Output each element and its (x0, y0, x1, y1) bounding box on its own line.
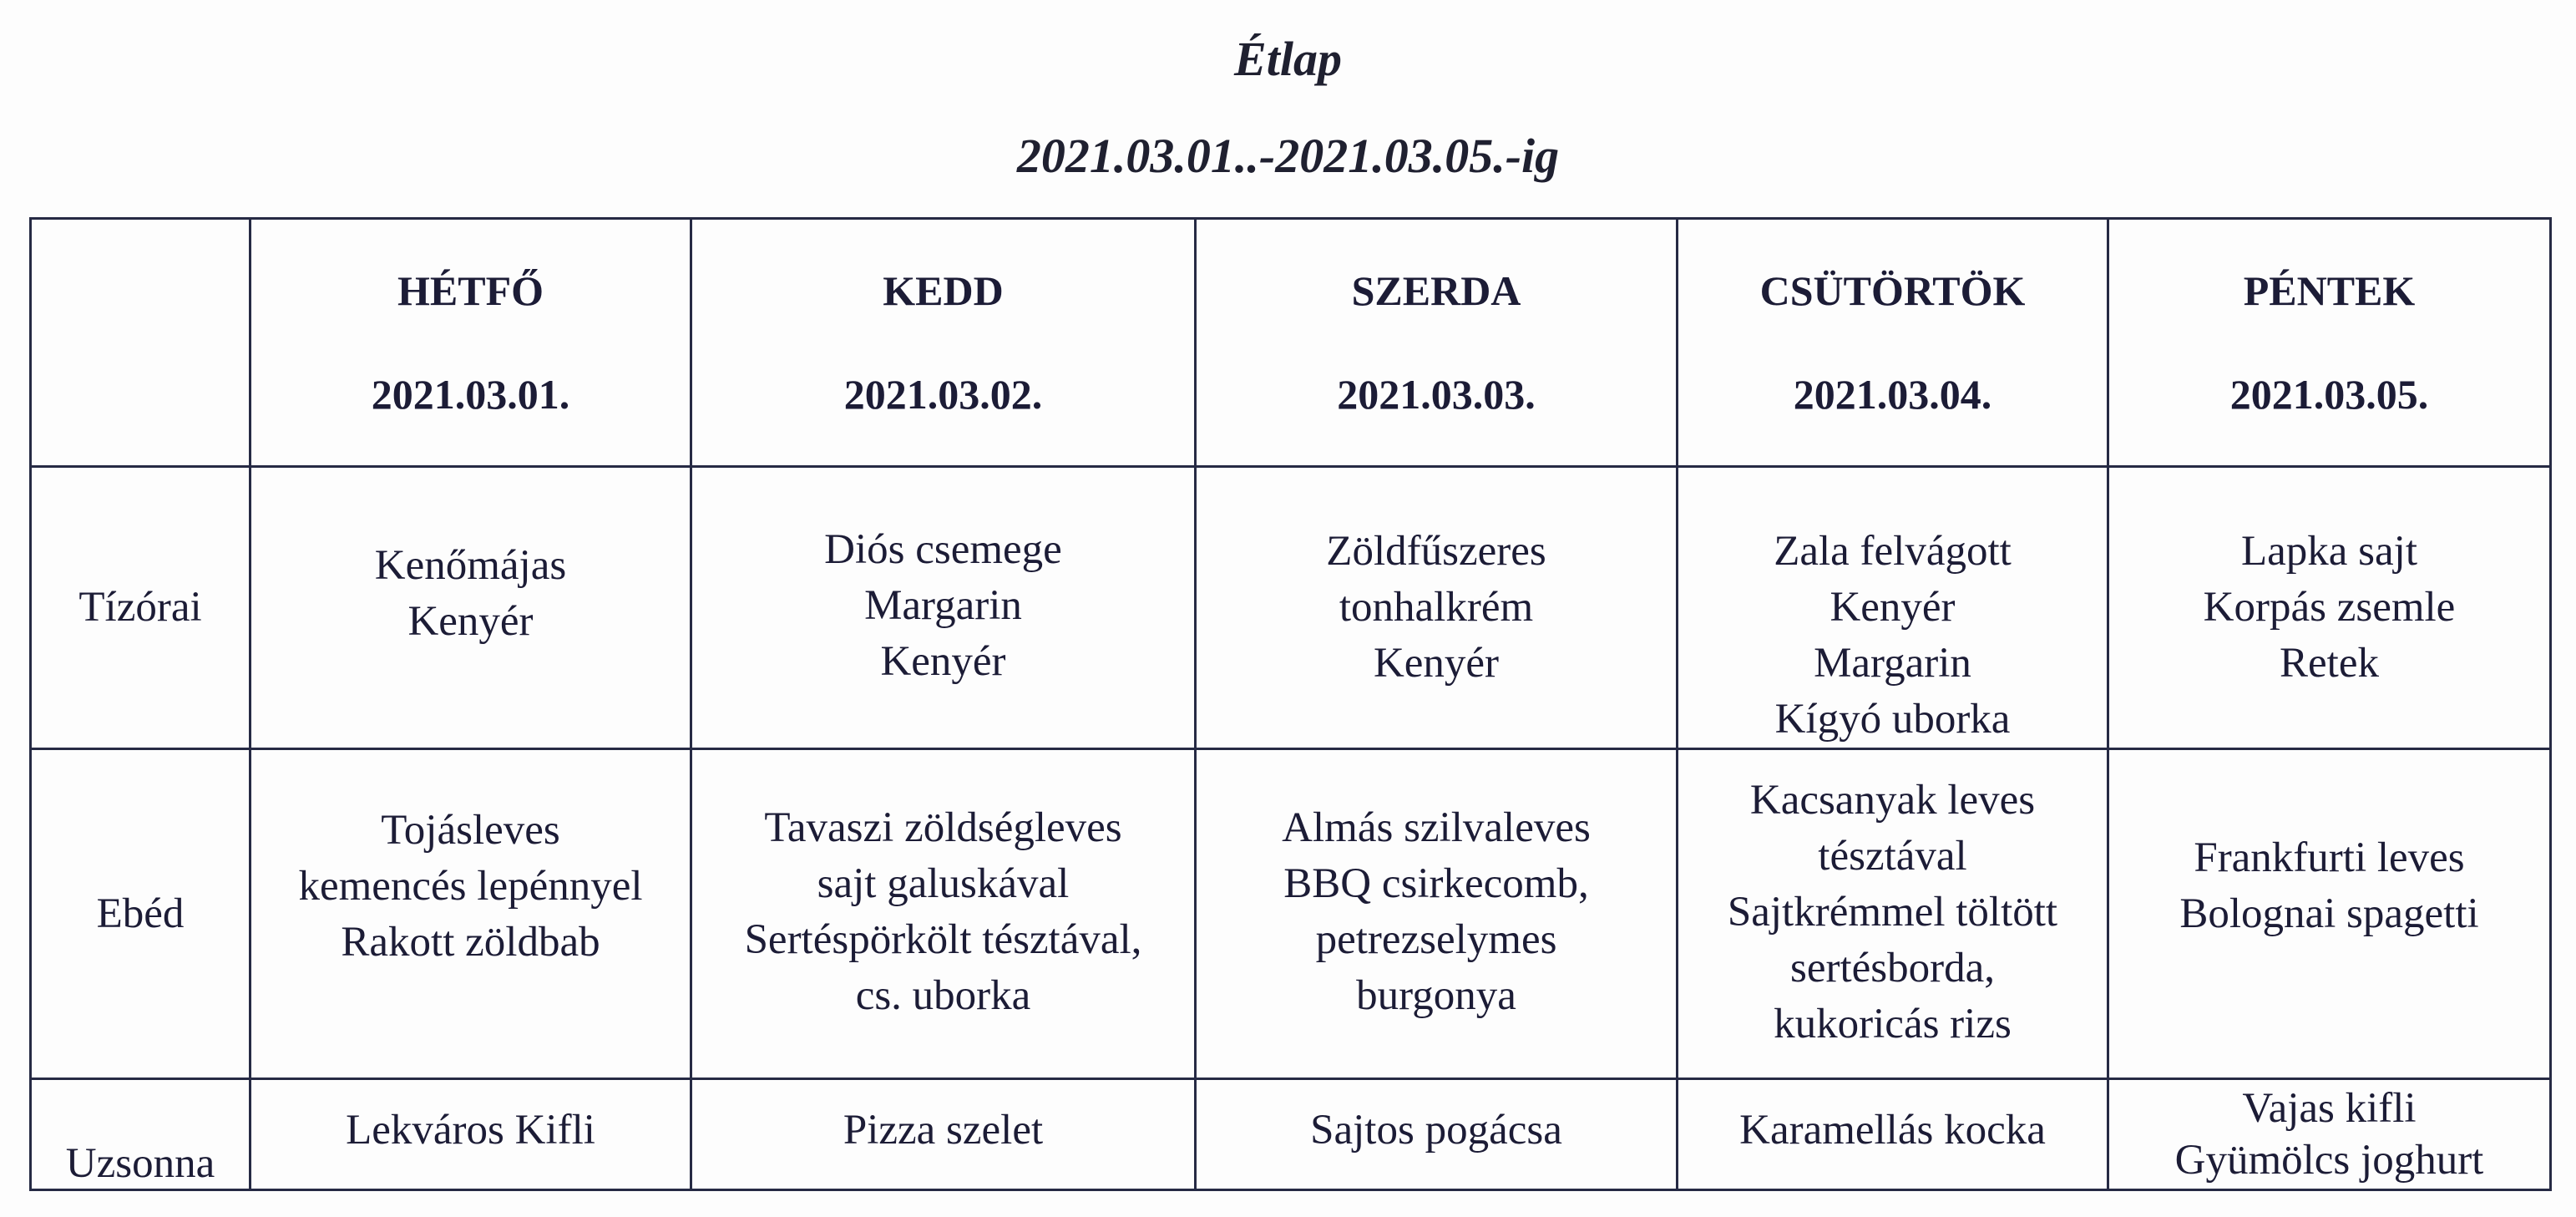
meal-label: Tízórai (31, 467, 251, 749)
menu-item: Rakott zöldbab (341, 918, 600, 966)
menu-cell (1196, 749, 1678, 1079)
menu-item: Kenyér (880, 638, 1006, 685)
menu-item: Sajtkrémmel töltött (1727, 888, 2058, 936)
menu-cell (2108, 467, 2551, 749)
menu-cell (2108, 1079, 2551, 1190)
header-row (31, 219, 2551, 467)
menu-item: tonhalkrém (1339, 584, 1534, 631)
date-range-subtitle: 2021.03.01..-2021.03.05.-ig (1016, 129, 1560, 183)
meal-label: Uzsonna (31, 1079, 251, 1190)
menu-item: Kígyó uborka (1774, 696, 2011, 743)
menu-item: Tojásleves (381, 806, 560, 854)
page-title: Étlap (1234, 32, 1342, 86)
menu-item: cs. uborka (855, 972, 1031, 1019)
meal-row-ebed (31, 749, 2551, 1079)
menu-item: Zöldfűszeres (1326, 528, 1546, 575)
day-name: SZERDA (1351, 267, 1521, 314)
day-date: 2021.03.03. (1337, 371, 1536, 418)
day-date: 2021.03.05. (2229, 371, 2429, 418)
corner-cell (31, 219, 251, 467)
menu-cell (691, 749, 1196, 1079)
day-header-wednesday (1196, 219, 1678, 467)
menu-cell (251, 1079, 691, 1190)
day-date: 2021.03.01. (371, 371, 570, 418)
menu-item: Bolognai spagetti (2179, 890, 2479, 937)
meal-label: Ebéd (31, 749, 251, 1079)
menu-item: Retek (2280, 640, 2379, 687)
menu-item: Kacsanyak leves (1749, 776, 2036, 824)
menu-item: Karamellás kocka (1739, 1106, 2046, 1154)
menu-cell (1678, 1079, 2108, 1190)
menu-cell (691, 1079, 1196, 1190)
day-date: 2021.03.02. (843, 371, 1043, 418)
menu-item: Gyümölcs joghurt (2174, 1137, 2484, 1184)
menu-item: Korpás zsemle (2203, 584, 2456, 631)
menu-item: Sertéspörkölt tésztával, (744, 916, 1142, 963)
day-name: PÉNTEK (2243, 267, 2416, 314)
meal-row-tizorai (31, 467, 2551, 749)
menu-item: Zala felvágott (1774, 528, 2012, 575)
menu-item: Diós csemege (824, 526, 1062, 573)
menu-item: burgonya (1356, 972, 1516, 1019)
menu-item: Kenőmájas (374, 541, 567, 589)
menu-item: kukoricás rizs (1774, 1000, 2012, 1047)
day-name: HÉTFŐ (397, 267, 544, 314)
menu-cell (251, 749, 691, 1079)
day-name: CSÜTÖRTÖK (1759, 267, 2026, 314)
menu-cell (2108, 749, 2551, 1079)
menu-item: sajt galuskával (817, 860, 1070, 907)
day-header-friday (2108, 219, 2551, 467)
meal-row-uzsonna (31, 1079, 2551, 1190)
menu-item: sertésborda, (1790, 944, 1995, 991)
menu-cell (1196, 467, 1678, 749)
menu-cell (691, 467, 1196, 749)
day-header-tuesday (691, 219, 1196, 467)
menu-cell (1678, 749, 2108, 1079)
menu-item: tésztával (1818, 832, 1967, 880)
day-header-monday (251, 219, 691, 467)
menu-item: Kenyér (407, 597, 534, 645)
weekly-menu-table (29, 217, 2552, 1191)
menu-item: Margarin (1814, 640, 1971, 687)
day-header-thursday (1678, 219, 2108, 467)
day-name: KEDD (883, 267, 1004, 314)
menu-item: Sajtos pogácsa (1310, 1106, 1562, 1154)
menu-item: Lekváros Kifli (346, 1106, 595, 1154)
menu-item: Kenyér (1373, 640, 1500, 687)
menu-item: Almás szilvaleves (1282, 804, 1591, 851)
menu-item: petrezselymes (1315, 916, 1557, 963)
menu-item: Kenyér (1830, 584, 1956, 631)
menu-item: Tavaszi zöldségleves (764, 804, 1122, 851)
menu-item: Frankfurti leves (2194, 834, 2465, 881)
menu-item: Pizza szelet (843, 1106, 1044, 1154)
menu-item: Lapka sajt (2241, 528, 2417, 575)
menu-item: kemencés lepénnyel (298, 862, 643, 910)
menu-item: BBQ csirkecomb, (1283, 860, 1589, 907)
menu-cell (1678, 467, 2108, 749)
day-date: 2021.03.04. (1793, 371, 1992, 418)
menu-cell (251, 467, 691, 749)
menu-item: Vajas kifli (2242, 1085, 2417, 1132)
menu-cell (1196, 1079, 1678, 1190)
menu-item: Margarin (864, 582, 1022, 629)
